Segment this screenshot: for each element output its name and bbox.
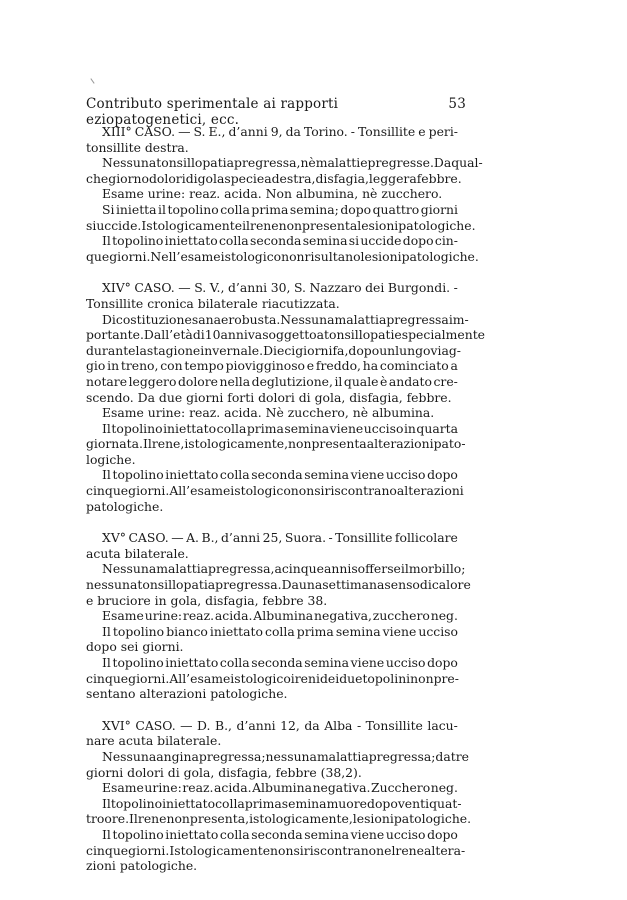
text-line: tro ore. Il rene non presenta, istologicamente, lesioni patologiche. (86, 811, 472, 827)
text-line: Il topolino iniettato colla seconda semina viene ucciso dopo (102, 655, 458, 670)
text-line: Esame urine: reaz. acida. Nè zucchero, nè albumina. (102, 405, 435, 421)
text-line: durante la stagione invernale. Dieci giorni fa, dopo un lungo viag- (86, 342, 461, 358)
text-line: Nessuna malattia pregressa, a cinque anni sofferse il morbillo; (102, 561, 466, 577)
text-line: acuta bilaterale. (86, 545, 189, 561)
text-line: dopo sei giorni. (86, 639, 184, 655)
text-line: nessuna tonsillopatia pregressa. Da una settimana senso di calore (86, 577, 471, 593)
text-line: tonsillite destra. (86, 139, 189, 155)
case-separator (86, 702, 458, 718)
text-line: giornata. Il rene, istologicamente, non presenta alterazioni pato- (86, 436, 466, 452)
text-line: XIV° CASO. — S. V., d’anni 30, S. Nazzaro dei Burgondi. - (102, 280, 458, 296)
text-line: logiche. (86, 451, 136, 467)
case-block (86, 280, 486, 514)
text-line: Esame urine: reaz. acida. Albumina negativa. Zucchero neg. (102, 780, 458, 796)
text-line: XIII° CASO. — S. E., d’anni 9, da Torino. - Tonsillite e peri- (102, 124, 458, 139)
text-line: Di costituzione sana e robusta. Nessuna malattia pregressa im- (102, 311, 469, 327)
page-number: 53 (448, 96, 466, 112)
text-line: Il topolino iniettato colla seconda semina viene ucciso dopo (102, 826, 458, 842)
text-line: Si inietta il topolino colla prima semina; dopo quattro giorni (102, 201, 458, 217)
text-line: XV° CASO. — A. B., d’anni 25, Suora. - Tonsillite follicolare (102, 530, 458, 546)
text-line: scendo. Da due giorni forti dolori di gola, disfagia, febbre. (86, 389, 452, 405)
header-title: Contributo sperimentale ai rapporti eziopatogenetici, ecc. (86, 96, 339, 128)
text-line: nare acuta bilaterale. (86, 733, 222, 749)
text-line: portante. Dall’età di 10 anni va soggetto a tonsillopatie specialmente (86, 327, 486, 343)
case-block (86, 717, 472, 874)
text-line: giorni dolori di gola, disfagia, febbre (38,2). (86, 764, 362, 780)
text-line: sentano alterazioni patologiche. (86, 686, 288, 702)
body-text (86, 124, 486, 874)
text-line: Esame urine: reaz. acida. Albumina negativa, zucchero neg. (102, 608, 458, 624)
text-line: e bruciore in gola, disfagia, febbre 38. (86, 592, 328, 608)
text-line: si uccide. Istologicamente il rene non presenta lesioni patologiche. (86, 217, 476, 233)
case-separator (86, 514, 458, 530)
text-line: Esame urine: reaz. acida. Non albumina, nè zucchero. (102, 186, 443, 202)
text-line: Il topolino bianco iniettato colla prima semina viene ucciso (102, 623, 458, 639)
text-line: zioni patologiche. (86, 858, 198, 874)
case-block (86, 124, 483, 264)
text-line: Il topolino iniettato colla seconda semina viene ucciso dopo (102, 467, 458, 483)
text-line: patologiche. (86, 498, 164, 514)
text-line: che giorno dolori di gola specie a destra, disfagia, leggera febbre. (86, 170, 462, 186)
text-line: gio in treno, con tempo piovigginoso e freddo, ha cominciato a (86, 358, 458, 374)
text-line: Nessuna tonsillopatia pregressa, nè malattie pregresse. Da qual- (102, 155, 483, 171)
scan-mark (90, 78, 94, 83)
case-block (86, 530, 471, 702)
text-line: notare leggero dolore nella deglutizione, il quale è andato cre- (86, 373, 458, 389)
text-line: Il topolino iniettato colla prima semina muore dopo ventiquat- (102, 795, 462, 811)
text-line: XVI° CASO. — D. B., d’anni 12, da Alba - Tonsillite lacu- (102, 717, 458, 733)
text-line: Tonsillite cronica bilaterale riacutizzata. (86, 295, 340, 311)
text-line: Nessuna angina pregressa; nessuna malattia pregressa; da tre (102, 748, 469, 764)
text-line: Il topolino iniettato colla prima semina viene ucciso in quarta (102, 420, 458, 436)
text-line: cinque giorni. Istologicamente non si riscontrano nel rene altera- (86, 842, 466, 858)
text-line: que giorni. Nell’esame istologico non risultano lesioni patologiche. (86, 248, 479, 264)
text-line: cinque giorni. All’esame istologico non si riscontrano alterazioni (86, 483, 464, 499)
text-line: cinque giorni. All’esame istologico i reni dei due topolini non pre- (86, 670, 459, 686)
case-separator (86, 264, 458, 280)
text-line: Il topolino iniettato colla seconda semina si uccide dopo cin- (102, 233, 458, 249)
